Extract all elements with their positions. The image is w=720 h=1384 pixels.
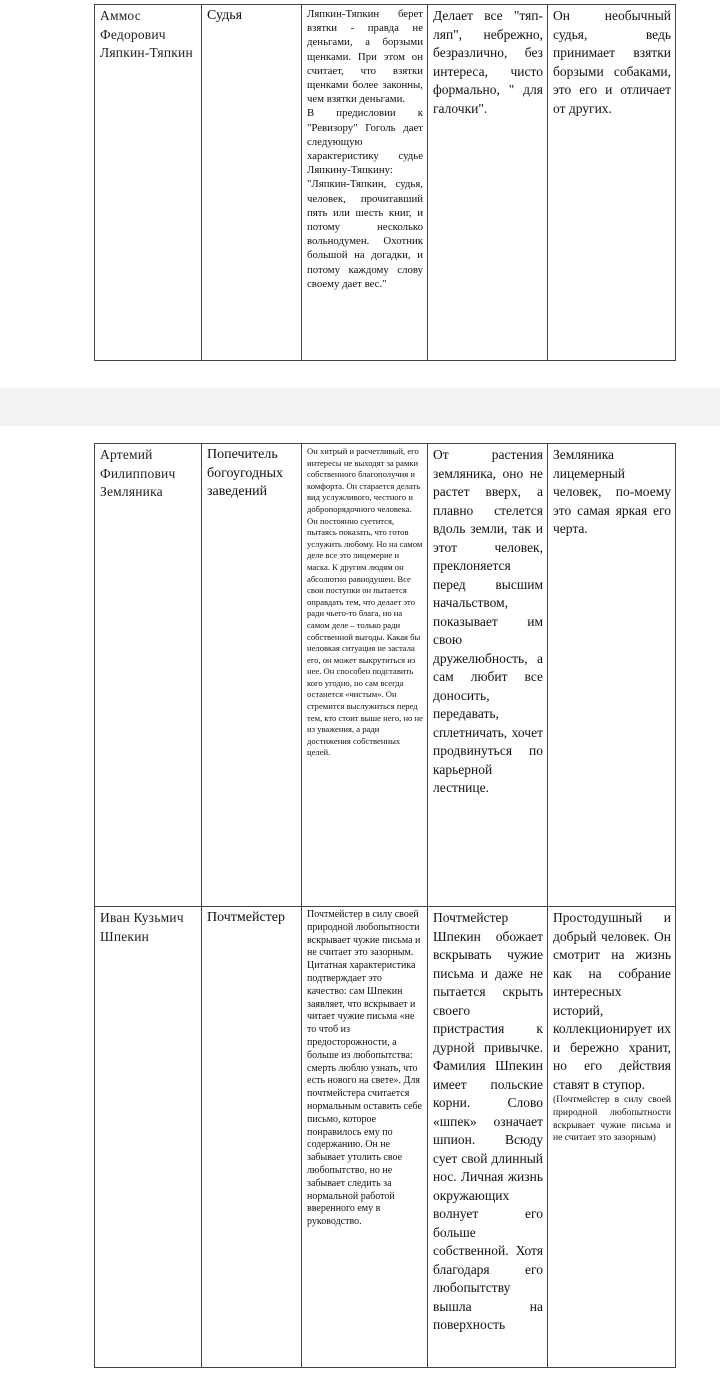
table-row [95,907,676,1368]
personal-opinion: Земляника лицемерный человек, по-моему это самая яркая его черта. [548,444,676,907]
character-role: Почтмейстер [202,907,302,1368]
character-role: Попечитель богоугодных заведений [202,444,302,907]
character-name: Аммос Федорович Ляпкин-Тяпкин [95,5,202,361]
table-row [95,5,676,361]
surname-meaning: От растения земляника, оно не растет вверх, а плавно стелется вдоль земли, так и этот человек, преклоняется перед высшим начальством, показывает им свою дружелюбность, а сам любит все доносить, передавать, сплетничать, хочет продвинуться по карьерной лестнице. [428,444,548,907]
personal-opinion: Он необычный судья, ведь принимает взятки борзыми собаками, это его и отличает от других. [548,5,676,361]
surname-meaning: Почтмейстер Шпекин обожает вскрывать чужие письма и даже не пытается скрыть своего пристрастия к дурной привычке. Фамилия Шпекин имеет польские корни. Слово «шпек» означает шпион. Всюду сует свой длинный нос. Личная жизнь окружающих волнует его больше собственной. Хотя благодаря его любопытству вышла на поверхность [428,907,548,1368]
opinion-text: Простодушный и добрый человек. Он смотрит на жизнь как на собрание интересных историй, коллекционирует их и бережно хранит, но его действия ставят в ступор. [553,910,671,1092]
character-description: Ляпкин-Тяпкин берет взятки - правда не деньгами, а борзыми щенками. При этом он считает, что взятки щенками более законны, чем взятки деньгами. В предисловии к "Ревизору" Гоголь дает следующую характеристику судье Ляпкину-Тяпкину: "Ляпкин-Тяпкин, судья, человек, прочитавший пять или шесть книг, и потому несколько вольнодумен. Охотник большой на догадки, и потому каждому слову своему дает вес." [302,5,428,361]
personal-opinion [548,907,676,1368]
character-name: Иван Кузьмич Шпекин [95,907,202,1368]
surname-meaning: Делает все "тяп-ляп", небрежно, безразлично, без интереса, чисто формально, " для галочки". [428,5,548,361]
character-description: Он хитрый и расчетливый, его интересы не выходят за рамки собственного благополучия и комфорта. Он старается делать вид услужливого, честного и добропорядочного человека. Он постоянно суетится, пытаясь показать, что готов услужить любому. Но на самом деле все это лицемерие и маска. К другим людям он абсолютно равнодушен. Все свои поступки он пытается оправдать тем, что делает это ради чьего-то блага, но на самом деле – только ради собственной выгоды. Какая бы неловкая ситуация не застала его, он может выкрутиться из нее. Он способен подставить кого угодно, но сам всегда останется «чистым». Он стремится выслужиться перед тем, кто стоит выше него, но не из уважения, а ради достижения собственных целей. [302,444,428,907]
opinion-note: (Почтмейстер в силу своей природной любопытности вскрывает чужие письма и не считает это зазорным) [553,1094,671,1144]
characters-table-part-1 [94,4,676,361]
page-gap [0,388,720,426]
table-row [95,444,676,907]
character-description: Почтмейстер в силу своей природной любопытности вскрывает чужие письма и не считает это зазорным. Цитатная характеристика подтверждает это качество: сам Шпекин заявляет, что вскрывает и читает чужие письма «не то чтоб из предосторожности, а больше из любопытства: смерть люблю узнать, что есть нового на свете». Для почтмейстера считается нормальным оставить себе письмо, которое понравилось ему по содержанию. Он не забывает утолить свое любопытство, но не забывает следить за нормальной работой вверенного ему в руководство. [302,907,428,1368]
character-name: Артемий Филиппович Земляника [95,444,202,907]
characters-table-part-2 [94,443,676,1368]
character-role: Судья [202,5,302,361]
